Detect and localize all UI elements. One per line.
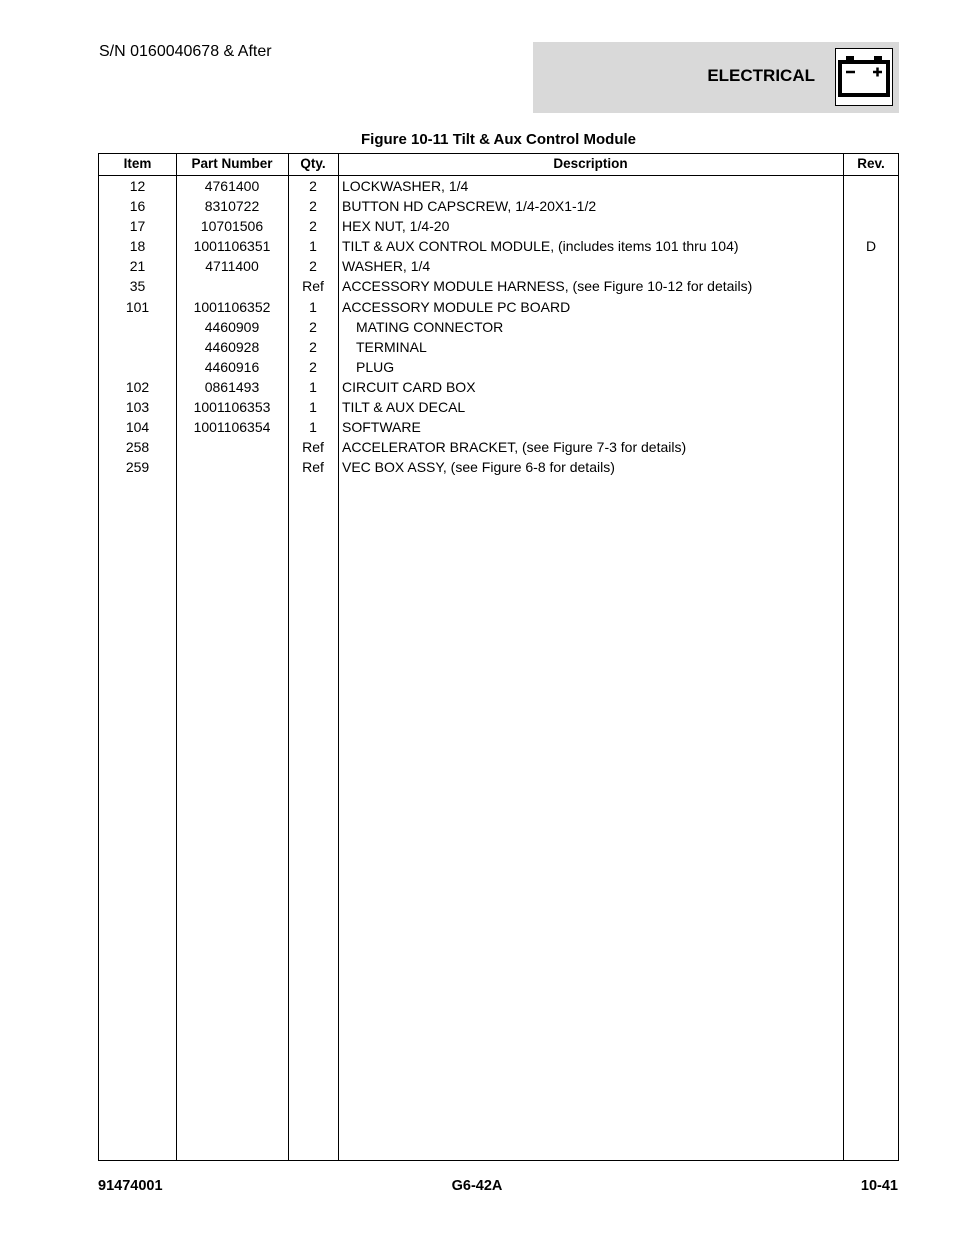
table-row (99, 216, 898, 236)
part-number-cell: 10701506 (200, 218, 264, 235)
qty-cell: 2 (309, 198, 317, 215)
header-item: Item (123, 156, 152, 171)
item-cell: 35 (129, 278, 146, 295)
qty-cell: Ref (302, 439, 324, 456)
description-cell: ACCELERATOR BRACKET, (see Figure 7-3 for details) (342, 439, 687, 456)
description-cell: ACCESSORY MODULE HARNESS, (see Figure 10-12 for details) (342, 278, 753, 295)
table-row (99, 236, 898, 256)
qty-cell: 1 (309, 298, 317, 315)
table-row (99, 276, 898, 296)
part-number-cell: 4460916 (204, 358, 260, 375)
qty-cell: 1 (309, 399, 317, 416)
table-row (99, 377, 898, 397)
qty-cell: 2 (309, 338, 317, 355)
description-cell: HEX NUT, 1/4-20 (342, 218, 450, 235)
item-cell: 104 (125, 419, 150, 436)
description-cell: CIRCUIT CARD BOX (342, 378, 476, 395)
part-number-cell: 0861493 (204, 378, 260, 395)
description-cell: TILT & AUX CONTROL MODULE, (includes items 101 thru 104) (342, 238, 739, 255)
table-row (99, 337, 898, 357)
description-cell: TILT & AUX DECAL (342, 399, 466, 416)
header-rev: Rev. (857, 156, 885, 171)
part-number-cell: 4711400 (205, 258, 259, 275)
footer-doc-number: 91474001 (98, 1178, 163, 1194)
item-cell: 17 (129, 218, 146, 235)
header-qty: Qty. (300, 156, 326, 171)
part-number-cell: 4761400 (204, 178, 260, 194)
table-row (99, 256, 898, 276)
description-cell: VEC BOX ASSY, (see Figure 6-8 for details) (342, 459, 615, 476)
table-header (99, 154, 898, 176)
item-cell: 18 (129, 238, 146, 255)
qty-cell: 2 (309, 178, 317, 194)
table-row (99, 417, 898, 437)
qty-cell: 2 (309, 318, 317, 335)
qty-cell: 2 (309, 358, 317, 375)
part-number-cell: 1001106352 (193, 298, 271, 315)
qty-cell: Ref (302, 278, 324, 295)
description-cell: TERMINAL (356, 338, 427, 355)
section-header (533, 42, 899, 113)
table-row (99, 357, 898, 377)
description-cell: LOCKWASHER, 1/4 (342, 178, 469, 194)
footer-page-number: 10-41 (860, 1178, 898, 1194)
figure-title: Figure 10-11 Tilt & Aux Control Module (360, 131, 637, 148)
part-number-cell: 4460909 (204, 318, 260, 335)
header-description: Description (553, 156, 628, 171)
qty-cell: Ref (302, 459, 324, 476)
description-cell: PLUG (356, 358, 395, 375)
description-cell: MATING CONNECTOR (356, 318, 504, 335)
part-number-cell: 8310722 (204, 198, 260, 215)
part-number-cell: 1001106353 (193, 399, 271, 416)
serial-number: S/N 0160040678 & After (99, 43, 272, 60)
table-row (99, 317, 898, 337)
description-cell: BUTTON HD CAPSCREW, 1/4-20X1-1/2 (342, 198, 597, 215)
item-cell: 101 (125, 298, 150, 315)
part-number-cell: 4460928 (204, 338, 260, 355)
battery-icon (835, 48, 893, 106)
qty-cell: 2 (309, 258, 317, 275)
table-row (99, 176, 898, 196)
part-number-cell: 1001106351 (193, 238, 271, 255)
qty-cell: 1 (309, 378, 317, 395)
parts-table (98, 153, 899, 1161)
description-cell: WASHER, 1/4 (342, 258, 431, 275)
item-cell: 21 (129, 258, 146, 275)
description-cell: SOFTWARE (342, 419, 421, 436)
part-number-cell: 1001106354 (193, 419, 271, 436)
item-cell: 103 (125, 399, 150, 416)
description-cell: ACCESSORY MODULE PC BOARD (342, 298, 571, 315)
table-row (99, 437, 898, 457)
table-row (99, 397, 898, 417)
item-cell: 258 (125, 439, 150, 456)
qty-cell: 1 (309, 238, 317, 255)
header-part-number: Part Number (191, 156, 273, 171)
item-cell: 102 (125, 378, 150, 395)
section-title: ELECTRICAL (707, 66, 815, 85)
item-cell: 259 (125, 459, 150, 476)
table-row (99, 297, 898, 317)
table-row (99, 457, 898, 477)
qty-cell: 1 (309, 419, 317, 436)
qty-cell: 2 (309, 218, 317, 235)
table-body (99, 176, 898, 477)
rev-cell: D (865, 238, 877, 255)
footer-model: G6-42A (451, 1178, 503, 1194)
item-cell: 16 (129, 198, 146, 215)
item-cell: 12 (129, 178, 146, 194)
table-row (99, 196, 898, 216)
